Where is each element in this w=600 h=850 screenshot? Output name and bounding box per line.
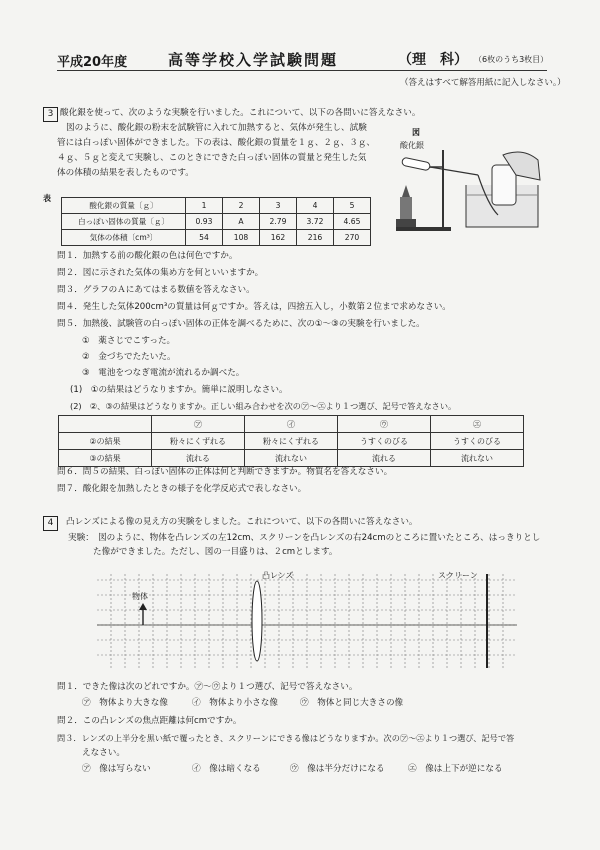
- choices-table: [58, 415, 524, 467]
- q4-intro: 凸レンズによる像の見え方の実験をしました。これについて、以下の各問いに答えなさい。: [66, 517, 418, 527]
- sub-question: (1) ①の結果はどうなりますか。簡単に説明しなさい。: [70, 385, 288, 395]
- table-cell: 4.65: [334, 214, 371, 230]
- table-row-header: ③の結果: [59, 450, 152, 467]
- experiment-step: ② 金づちでたたいた。: [82, 352, 176, 362]
- table-row: [62, 230, 371, 246]
- q3-intro-line: 管には白っぽい固体ができました。下の表は、酸化銀の質量を１ｇ、２ｇ、３ｇ、: [57, 138, 375, 148]
- sheet-number: （6枚のうち3枚目）: [474, 55, 549, 64]
- question-item: 問６．問５の結果、白っぽい固体の正体は何と判断できますか。物質名を答えなさい。: [57, 467, 393, 477]
- question-3-number: 3: [43, 107, 58, 122]
- table-row: [62, 214, 371, 230]
- question-item: えなさい。: [82, 748, 125, 758]
- q3-intro-line: 図のように、酸化銀の粉末を試験管に入れて加熱すると、気体が発生し、試験: [66, 123, 367, 133]
- experiment-step: ③ 電池をつなぎ電流が流れるか調べた。: [82, 368, 245, 378]
- table-row: [59, 450, 524, 467]
- answer-note: （答えはすべて解答用紙に記入しなさい。）: [400, 78, 566, 88]
- choice-item: ㋒ 物体と同じ大きさの像: [300, 698, 404, 708]
- table-cell: 流れない: [245, 450, 338, 467]
- question-item: 問４．発生した気体200cm³の質量は何ｇですか。答えは，四捨五入し，小数第２位まで求めなさい。: [57, 302, 451, 312]
- q3-intro-line: ４ｇ、５ｇと変えて実験し、このときにできた白っぽい固体の質量と発生した気: [57, 153, 367, 163]
- exam-title: 高等学校入学試験問題: [168, 51, 339, 69]
- convex-lens: [252, 581, 262, 661]
- choice-item: ㋐ 物体より大きな像: [82, 698, 168, 708]
- grid-lines: [97, 574, 517, 668]
- q4-experiment-line: 実験： 図のように、物体を凸レンズの左12cm、スクリーンを凸レンズの右24cmのところに置いたところ、はっきりとし: [68, 533, 541, 543]
- table-cell: 5: [334, 198, 371, 214]
- lens-label: 凸レンズ: [262, 571, 294, 580]
- table-cell: 1: [186, 198, 223, 214]
- table-cell: うすくのびる: [431, 433, 524, 450]
- table-cell: 流れない: [431, 450, 524, 467]
- choice-item: ㋑ 物体より小さな像: [192, 698, 278, 708]
- choice-item: ㋑ 像は暗くなる: [192, 764, 261, 774]
- q3-intro-line: 酸化銀を使って、次のような実験を行いました。これについて、以下の各問いに答えなさい。: [60, 108, 421, 118]
- table-cell: 粉々にくずれる: [152, 433, 245, 450]
- table-cell: 162: [260, 230, 297, 246]
- table-row-header: 酸化銀の質量〔ｇ〕: [62, 198, 186, 214]
- table-cell: 流れる: [152, 450, 245, 467]
- question-item: 問１．加熱する前の酸化銀の色は何色ですか。: [57, 251, 238, 261]
- table-cell: 0.93: [186, 214, 223, 230]
- table-row-header: 気体の体積〔cm³〕: [62, 230, 186, 246]
- exam-year: 平成20年度: [57, 55, 128, 70]
- question-item: 問３．レンズの上半分を黒い紙で覆ったとき、スクリーンにできる像はどうなりますか。次の㋐～㋓より１つ選び、記号で答: [57, 733, 515, 743]
- table-cell: 3.72: [297, 214, 334, 230]
- question-item: 問２．図に示された気体の集め方を何といいますか。: [57, 268, 264, 278]
- apparatus-figure: [388, 145, 548, 235]
- table-row-header: 白っぽい固体の質量〔ｇ〕: [62, 214, 186, 230]
- question-item: 問７．酸化銀を加熱したときの様子を化学反応式で表しなさい。: [57, 484, 307, 494]
- question-item: 問１．できた像は次のどれですか。㋐～㋒より１つ選び、記号で答えなさい。: [57, 682, 358, 692]
- choice-item: ㋐ 像は写らない: [82, 764, 151, 774]
- table-cell: 流れる: [338, 450, 431, 467]
- question-item: 問５．加熱後、試験管の白っぽい固体の正体を調べるために、次の①～③の実験を行いました。: [57, 319, 425, 329]
- choice-item: ㋒ 像は半分だけになる: [290, 764, 385, 774]
- figure-caption: 酸化銀: [400, 141, 424, 150]
- question-item: 問２．この凸レンズの焦点距離は何cmですか。: [57, 716, 242, 726]
- table-cell: 108: [223, 230, 260, 246]
- screen-label: スクリーン: [438, 571, 478, 580]
- results-table: [61, 197, 371, 246]
- experiment-step: ① 薬さじでこすった。: [82, 336, 176, 346]
- table-row-header: ②の結果: [59, 433, 152, 450]
- table-cell: 54: [186, 230, 223, 246]
- table-header-cell: ㋒: [338, 416, 431, 433]
- table-row: [59, 433, 524, 450]
- object-label: 物体: [132, 592, 148, 601]
- table-cell: 2.79: [260, 214, 297, 230]
- question-4-number: 4: [43, 516, 58, 531]
- table-row: [59, 416, 524, 433]
- table-row: [62, 198, 371, 214]
- q3-intro-line: 体の体積の結果を表したものです。: [57, 168, 194, 178]
- header-rule: [57, 70, 547, 71]
- choice-item: ㋓ 像は上下が逆になる: [408, 764, 503, 774]
- table-cell: 4: [297, 198, 334, 214]
- table-label: 表: [43, 194, 51, 203]
- q4-experiment-line: た像ができました。ただし、図の一目盛りは、２cmとします。: [93, 547, 338, 557]
- table-cell: 粉々にくずれる: [245, 433, 338, 450]
- table-header-cell: ㋑: [245, 416, 338, 433]
- sub-question: (2) ②、③の結果はどうなりますか。正しい組み合わせを次の㋐～㋓より１つ選び、記号で答えなさい。: [70, 401, 457, 411]
- lens-figure: [97, 574, 517, 668]
- object-arrow: [139, 603, 147, 625]
- table-cell: 270: [334, 230, 371, 246]
- table-header-cell: ㋐: [152, 416, 245, 433]
- table-cell: 2: [223, 198, 260, 214]
- question-item: 問３．グラフのＡにあてはまる数値を答えなさい。: [57, 285, 255, 295]
- table-header-cell: [59, 416, 152, 433]
- exam-subject: （理 科）: [398, 52, 468, 68]
- table-cell: うすくのびる: [338, 433, 431, 450]
- table-cell: 3: [260, 198, 297, 214]
- table-header-cell: ㋓: [431, 416, 524, 433]
- table-cell: A: [223, 214, 260, 230]
- figure-label: 図: [412, 128, 420, 137]
- table-cell: 216: [297, 230, 334, 246]
